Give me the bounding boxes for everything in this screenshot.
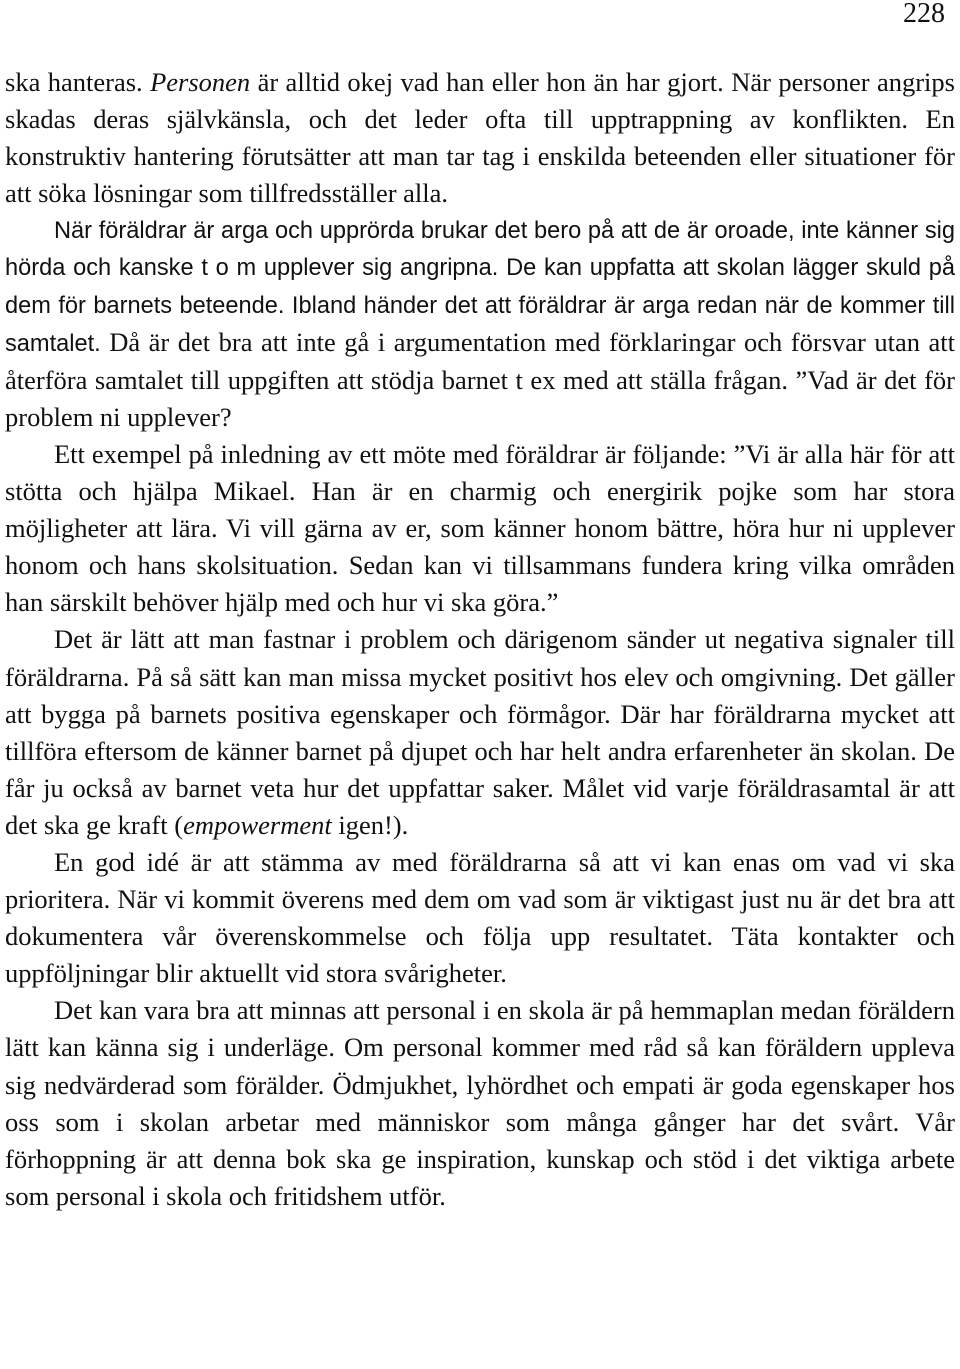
text-run: igen!). xyxy=(331,809,409,840)
paragraph-6 xyxy=(5,992,955,1215)
text-run: Det kan vara bra att minnas att personal i en skola är på hemmaplan medan föräldern lätt kan känna sig i underläge. Om personal kommer med råd så kan föräldern uppleva sig nedvärderad som förälder. Ödmjukhet, lyhördhet och empati är goda egenskaper hos oss som i skolan arbetar med människor som många gånger har det svårt. Vår förhoppning är att denna bok ska ge inspiration, kunskap och stöd i det viktiga arbete som personal i skola och fritidshem utför. xyxy=(5,995,955,1211)
text-run: är alltid okej vad han eller hon än har gjort. När personer angrips skadas deras självkänsla, och det leder ofta till upptrappning av konflikten. En konstruktiv hantering förutsätter att man tar tag i enskilda beteenden eller situationer för att söka lösningar som tillfredsställer alla. xyxy=(5,67,955,209)
emphasized-text: Personen xyxy=(150,67,251,97)
paragraph-4 xyxy=(5,621,955,844)
text-run: En god idé är att stämma av med föräldrarna så att vi kan enas om vad vi ska prioritera. När vi kommit överens med dem om vad som är viktigast just nu är det bra att dokumentera vår överenskommelse och följa upp resultatet. Täta kontakter och uppföljningar blir aktuellt vid stora svårigheter. xyxy=(5,846,955,989)
text-run: Ett exempel på inledning av ett möte med föräldrar är följande: ”Vi är alla här för att stötta och hjälpa Mikael. Han är en charmig och energirik pojke som har stora möjligheter att lära. Vi vill gärna av er, som känner honom bättre, höra hur ni upplever honom och hans skolsituation. Sedan kan vi tillsammans fundera kring vilka områden han särskilt behöver hjälp med och hur vi ska göra.” xyxy=(5,438,955,618)
page-number: 228 xyxy=(903,0,945,29)
emphasized-text: empowerment xyxy=(183,809,332,840)
body-text xyxy=(5,64,955,1215)
paragraph-2 xyxy=(5,212,955,436)
text-run: ska hanteras. xyxy=(5,67,151,97)
text-run: När föräldrar är arga och upprörda brukar det bero på att de är oroade, inte känner sig hörda och kanske t o m upplever sig angripna. De kan uppfatta att skolan lägger skuld på dem för barnets beteende. Ibland händer det att föräldrar är arga redan när de kommer till samtalet. xyxy=(5,218,955,357)
paragraph-5 xyxy=(5,844,955,992)
paragraph-3 xyxy=(5,436,955,621)
text-run: Det är lätt att man fastnar i problem och därigenom sänder ut negativa signaler till föräldrarna. På så sätt kan man missa mycket positivt hos elev och omgivning. Det gäller att bygga på barnets positiva egenskaper och förmågor. Där har föräldrarna mycket att tillföra eftersom de känner barnet på djupet och har helt andra erfarenheter än skolan. De får ju också av barnet veta hur det uppfattar saker. Målet vid varje föräldrasamtal är att det ska ge kraft ( xyxy=(5,624,955,840)
text-run: Då är det bra att inte gå i argumentation med förklaringar och försvar utan att återföra samtalet till uppgiften att stödja barnet t ex med att ställa frågan. ”Vad är det för problem ni upplever? xyxy=(5,326,955,432)
paragraph-1 xyxy=(5,64,955,212)
